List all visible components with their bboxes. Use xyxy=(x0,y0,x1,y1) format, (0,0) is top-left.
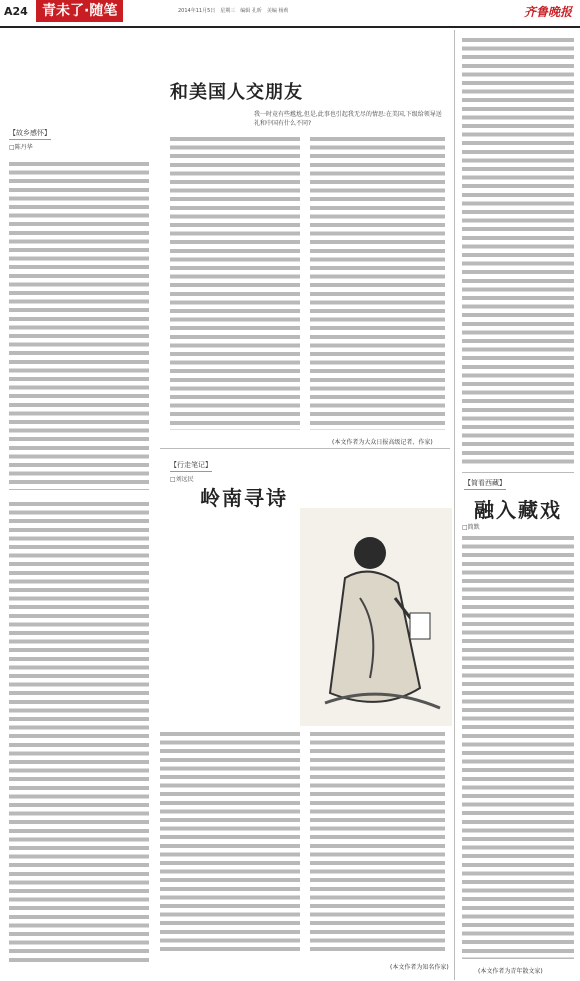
a2-author: □刘远民 xyxy=(170,476,194,483)
a1-title: 和美国人交朋友 xyxy=(170,82,303,103)
a3-column-label: 【简看西藏】 xyxy=(464,478,506,490)
a1-body-col1 xyxy=(9,160,149,490)
a2-body-col1 xyxy=(9,500,149,965)
a3-body xyxy=(462,534,574,959)
a1-body-col2 xyxy=(170,135,300,430)
page-header xyxy=(0,0,580,26)
a2-body-col3 xyxy=(310,730,445,955)
section-title: 青未了·随笔 xyxy=(36,0,123,22)
a2-signature: (本文作者为知名作家) xyxy=(390,964,449,971)
a1-signature: (本文作者为大众日报高级记者、作家) xyxy=(332,439,433,446)
issue-info: 2014年11月5日 星期三 编辑 孔昕 美编 杨莉 xyxy=(178,8,289,14)
page-number: A24 xyxy=(4,5,28,18)
a3-signature: (本文作者为青年散文家) xyxy=(478,968,543,975)
a1-author: □陈丹华 xyxy=(9,144,33,151)
a1-lead: 我一时竟有些尴尬,但是,此事也引起我无尽的情思:在美国,下级给领导送礼和中国有什么不同? xyxy=(254,111,442,127)
newspaper-logo: 齐鲁晚报 xyxy=(523,5,572,19)
column-divider xyxy=(454,30,455,980)
a2-title: 岭南寻诗 xyxy=(200,486,288,510)
ink-painting-illustration xyxy=(300,508,452,726)
a3-title: 融入藏戏 xyxy=(474,498,562,522)
right-column-body xyxy=(462,36,574,466)
header-rule xyxy=(0,26,580,28)
a3-author: □简默 xyxy=(462,524,480,531)
a3-divider xyxy=(462,472,574,473)
a1-body-col3 xyxy=(310,135,445,430)
a1-column-label: 【故乡感怀】 xyxy=(9,128,51,140)
a2-column-label: 【行走笔记】 xyxy=(170,460,212,472)
a2-body-col2 xyxy=(160,730,300,955)
article-divider xyxy=(160,448,450,449)
